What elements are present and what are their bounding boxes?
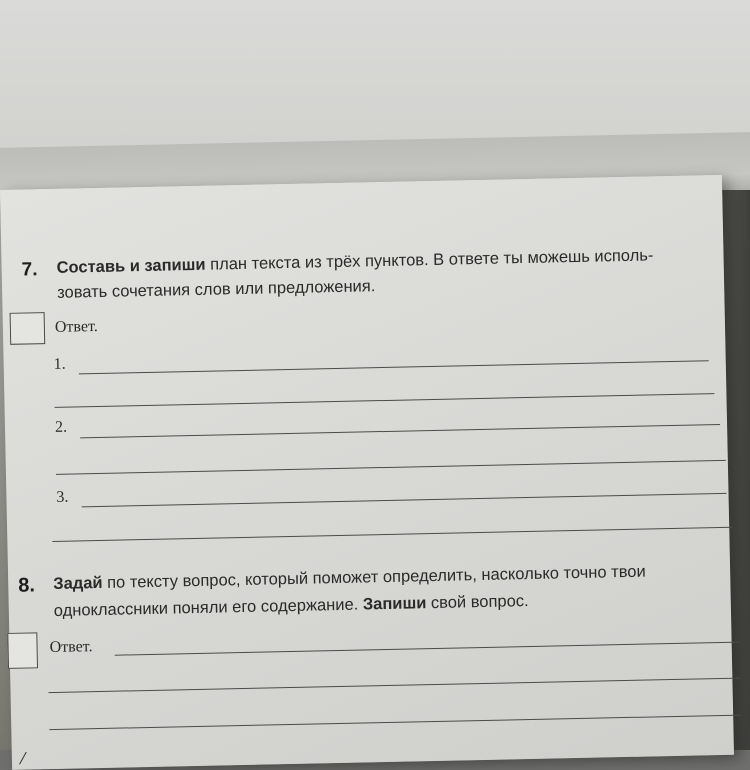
task-7-answer-line-2[interactable] xyxy=(80,424,720,438)
task-7-answer-line-1b[interactable] xyxy=(55,393,715,408)
pencil-mark xyxy=(19,752,27,765)
task-8-answer-line-2[interactable] xyxy=(49,678,741,693)
task-8-instruction-line-1 xyxy=(53,563,646,594)
task-8-answer-label: Ответ. xyxy=(49,638,93,657)
task-8-line-2-start: одноклассники поняли его содержание. xyxy=(53,595,364,620)
task-7-instruction-line-2: зовать сочетания слов или предложения. xyxy=(56,277,376,302)
task-7-instruction-line-1 xyxy=(56,246,653,277)
workbook-page xyxy=(0,175,734,770)
task-7-number: 7. xyxy=(21,259,38,281)
task-8-score-box[interactable] xyxy=(7,632,38,669)
task-7-answer-line-1[interactable] xyxy=(79,360,709,374)
task-8-line-2-end: свой вопрос. xyxy=(426,592,529,613)
task-7-answer-label: Ответ. xyxy=(54,317,98,336)
task-8-answer-line-3[interactable] xyxy=(49,715,741,730)
task-8-line-1-rest: по тексту вопрос, который поможет определить, насколько точно твои xyxy=(102,562,646,592)
task-8-number: 8. xyxy=(18,574,36,597)
task-8-line-2-bold: Запиши xyxy=(362,594,427,614)
task-7-answer-line-3b[interactable] xyxy=(52,527,732,542)
task-7-answer-line-2b[interactable] xyxy=(56,460,726,475)
task-7-answer-line-3[interactable] xyxy=(82,493,727,508)
task-7-line-1-rest: план текста из трёх пунктов. В ответе ты можешь исполь- xyxy=(205,246,654,274)
task-8-answer-line-1[interactable] xyxy=(115,642,740,656)
task-7-item-1-label: 1. xyxy=(53,355,66,373)
task-7-lead-bold: Составь и запиши xyxy=(56,255,206,277)
task-8-lead-bold: Задай xyxy=(53,573,103,593)
task-8-instruction-line-2 xyxy=(54,592,529,621)
task-7-score-box[interactable] xyxy=(10,312,46,345)
task-7-item-3-label: 3. xyxy=(56,488,69,506)
task-7-item-2-label: 2. xyxy=(54,418,68,436)
